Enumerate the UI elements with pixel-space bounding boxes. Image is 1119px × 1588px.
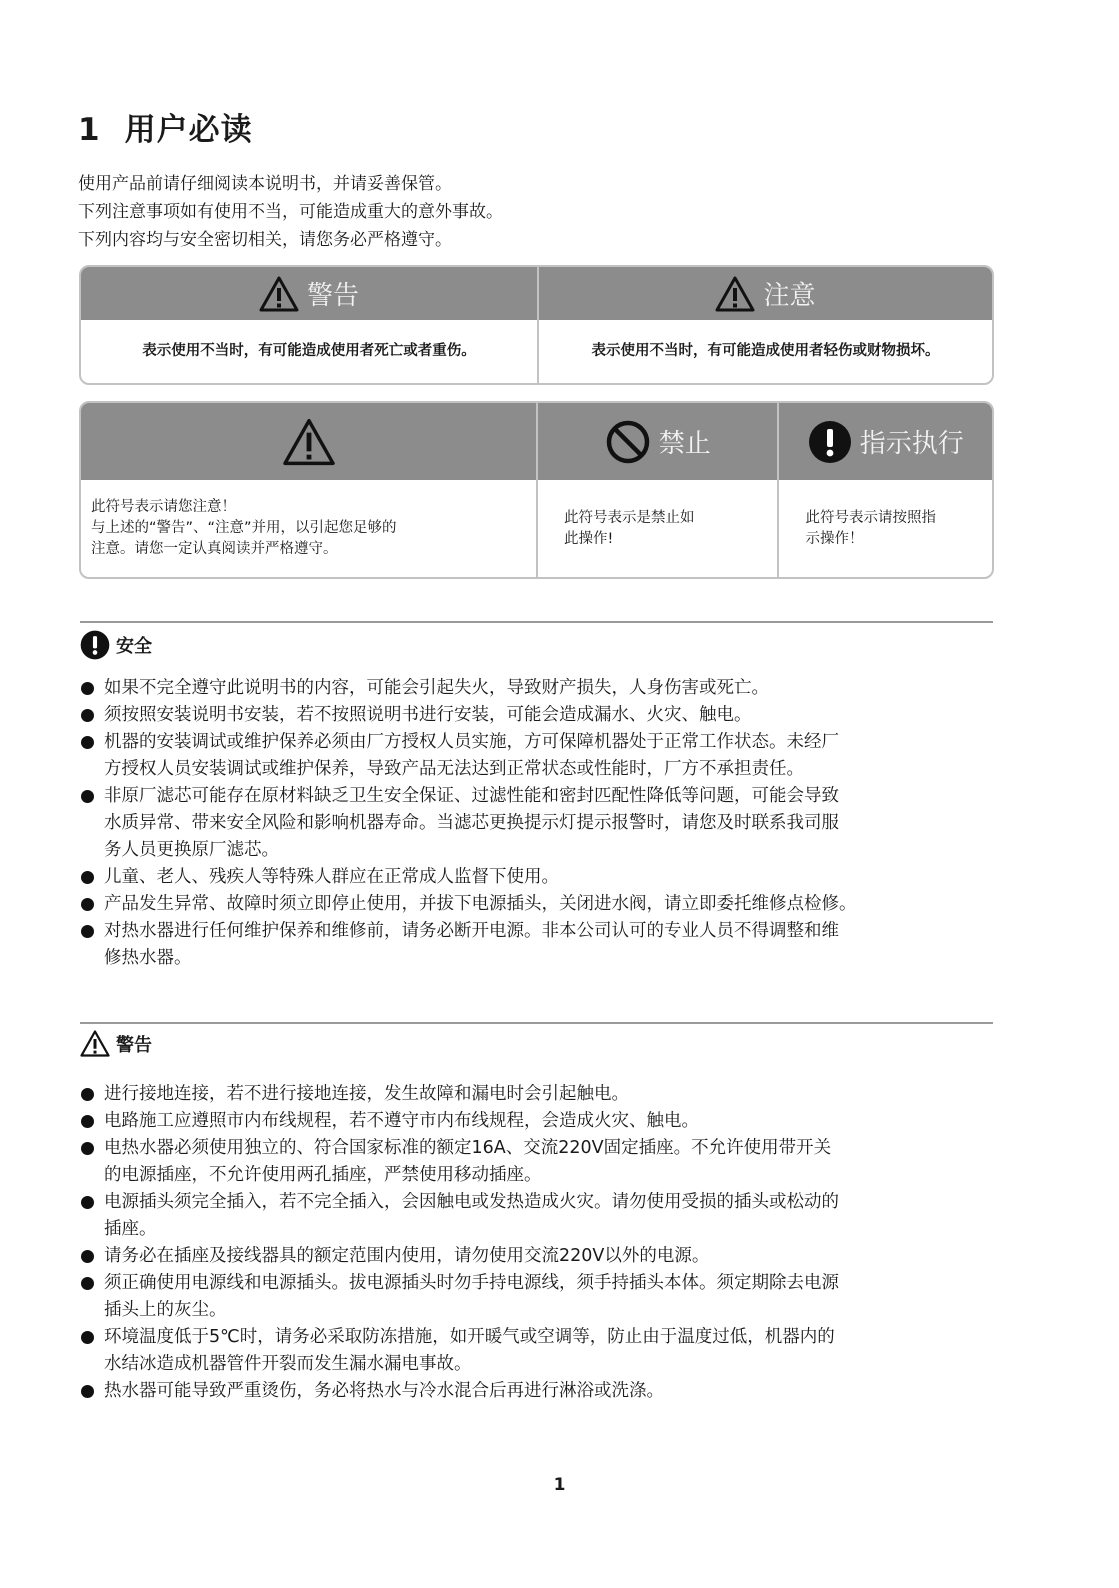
bullet-icon	[81, 1115, 94, 1128]
list-item	[80, 675, 1010, 702]
legend-prohibited-desc	[538, 480, 777, 577]
warning-triangle-icon	[259, 276, 299, 312]
list-item-text: 儿童、老人、残疾人等特殊人群应在正常成人监督下使用。	[104, 867, 559, 887]
list-item-text: 非原厂滤芯可能存在原材料缺乏卫生安全保证、过滤性能和密封匹配性降低等问题，可能会导致 水质异常、带来安全风险和影响机器寿命。当滤芯更换提示灯提示报警时，请您及时联系我司服 务人员更换原厂滤芯。	[104, 786, 839, 860]
legend-mandatory-header	[779, 403, 992, 480]
legend-warning-desc: 表示使用不当时，有可能造成使用者死亡或者重伤。	[142, 343, 476, 359]
page-number: 1	[553, 1475, 566, 1495]
legend-prohibited-label: 禁止	[658, 429, 711, 459]
list-item	[80, 1081, 1010, 1108]
list-item-text: 电源插头须完全插入，若不完全插入，会因触电或发热造成火灾。请勿使用受损的插头或松动的 插座。	[104, 1192, 839, 1239]
legend-box-symbols	[79, 401, 994, 579]
bullet-icon	[81, 1142, 94, 1155]
bullet-icon	[81, 1385, 94, 1398]
legend-mandatory	[777, 403, 992, 577]
warning-heading	[80, 1030, 152, 1057]
list-item	[80, 1189, 1010, 1243]
bullet-icon	[81, 925, 94, 938]
legend-attention	[81, 403, 536, 577]
bullet-icon	[81, 709, 94, 722]
list-item	[80, 729, 1010, 783]
list-item	[80, 891, 1010, 918]
desc-line: 此符号表示请按照指	[805, 509, 936, 526]
legend-caution	[537, 267, 992, 383]
legend-attention-header	[81, 403, 536, 480]
section-title: 用户必读	[124, 112, 253, 148]
bullet-icon	[81, 898, 94, 911]
legend-prohibited	[536, 403, 777, 577]
desc-line: 示操作！	[805, 530, 864, 547]
section-divider	[80, 621, 993, 623]
list-item	[80, 1243, 1010, 1270]
list-item	[80, 1378, 1010, 1405]
legend-warning	[81, 267, 537, 383]
list-item-text: 电热水器必须使用独立的、符合国家标准的额定16A、交流220V固定插座。不允许使用带开关 的电源插座，不允许使用两孔插座，严禁使用移动插座。	[104, 1138, 832, 1185]
bullet-icon	[81, 871, 94, 884]
list-item-text: 须按照安装说明书安装，若不按照说明书进行安装，可能会造成漏水、火灾、触电。	[104, 705, 752, 725]
prohibited-icon	[605, 419, 651, 465]
legend-warning-header	[81, 267, 537, 320]
desc-line: 此符号表示请您注意！	[91, 499, 236, 515]
list-item	[80, 1270, 1010, 1324]
list-item-text: 如果不完全遵守此说明书的内容，可能会引起失火，导致财产损失，人身伤害或死亡。	[104, 678, 769, 698]
bullet-icon	[81, 736, 94, 749]
warning-heading-label: 警告	[116, 1034, 152, 1056]
legend-attention-desc	[81, 480, 536, 577]
bullet-icon	[81, 1277, 94, 1290]
list-item-text: 进行接地连接，若不进行接地连接，发生故障和漏电时会引起触电。	[104, 1084, 629, 1104]
legend-mandatory-desc	[779, 480, 992, 577]
bullet-icon	[81, 682, 94, 695]
list-item	[80, 918, 1010, 972]
list-item-text: 请务必在插座及接线器具的额定范围内使用，请勿使用交流220V以外的电源。	[104, 1246, 710, 1266]
desc-line: 此符号表示是禁止如	[564, 509, 695, 526]
legend-box-severity	[79, 265, 994, 385]
bullet-icon	[81, 1196, 94, 1209]
safety-list	[80, 675, 1010, 972]
intro-line: 下列注意事项如有使用不当，可能造成重大的意外事故。	[78, 202, 503, 222]
legend-caution-header	[539, 267, 992, 320]
list-item-text: 热水器可能导致严重烫伤，务必将热水与冷水混合后再进行淋浴或洗涤。	[104, 1381, 664, 1401]
list-item	[80, 1108, 1010, 1135]
list-item	[80, 783, 1010, 864]
safety-heading-label: 安全	[116, 636, 152, 657]
intro-text	[78, 170, 503, 254]
legend-caution-desc: 表示使用不当时，有可能造成使用者轻伤或财物损坏。	[591, 343, 940, 359]
intro-line: 下列内容均与安全密切相关，请您务必严格遵守。	[78, 230, 452, 250]
bullet-icon	[81, 1331, 94, 1344]
list-item-text: 产品发生异常、故障时须立即停止使用，并拔下电源插头，关闭进水阀，请立即委托维修点检修。	[104, 894, 857, 914]
desc-line: 此操作!	[564, 530, 614, 547]
list-item-text: 机器的安装调试或维护保养必须由厂方授权人员实施，方可保障机器处于正常工作状态。未经厂 方授权人员安装调试或维护保养，导致产品无法达到正常状态或性能时，厂方不承担责任。	[104, 732, 839, 779]
mandatory-exclamation-icon	[808, 420, 852, 464]
list-item	[80, 864, 1010, 891]
list-item-text: 电路施工应遵照市内布线规程，若不遵守市内布线规程，会造成火灾、触电。	[104, 1111, 699, 1131]
page-title	[78, 104, 253, 149]
desc-line: 注意。请您一定认真阅读并严格遵守。	[91, 541, 338, 557]
bullet-icon	[81, 790, 94, 803]
legend-warning-label: 警告	[306, 281, 359, 311]
list-item-text: 须正确使用电源线和电源插头。拔电源插头时勿手持电源线，须手持插头本体。须定期除去电源 插头上的灰尘。	[104, 1273, 839, 1320]
list-item	[80, 1324, 1010, 1378]
warning-triangle-icon	[282, 418, 336, 466]
mandatory-exclamation-icon	[80, 630, 110, 660]
list-item	[80, 1135, 1010, 1189]
safety-heading	[80, 630, 152, 660]
warning-triangle-icon	[715, 276, 755, 312]
legend-mandatory-label: 指示执行	[859, 429, 964, 459]
intro-line: 使用产品前请仔细阅读本说明书，并请妥善保管。	[78, 174, 452, 194]
list-item	[80, 702, 1010, 729]
legend-caution-label: 注意	[763, 281, 816, 311]
list-item-text: 环境温度低于5℃时，请务必采取防冻措施，如开暖气或空调等，防止由于温度过低，机器内的 水结冰造成机器管件开裂而发生漏水漏电事故。	[104, 1327, 835, 1374]
list-item-text: 对热水器进行任何维护保养和维修前，请务必断开电源。非本公司认可的专业人员不得调整和维 修热水器。	[104, 921, 839, 968]
section-divider	[80, 1022, 993, 1024]
legend-prohibited-header	[538, 403, 777, 480]
section-number: 1	[78, 112, 101, 148]
bullet-icon	[81, 1088, 94, 1101]
desc-line: 与上述的“警告”、“注意”并用，以引起您足够的	[91, 520, 397, 536]
bullet-icon	[81, 1250, 94, 1263]
warning-triangle-icon	[80, 1030, 110, 1057]
warning-list	[80, 1081, 1010, 1405]
